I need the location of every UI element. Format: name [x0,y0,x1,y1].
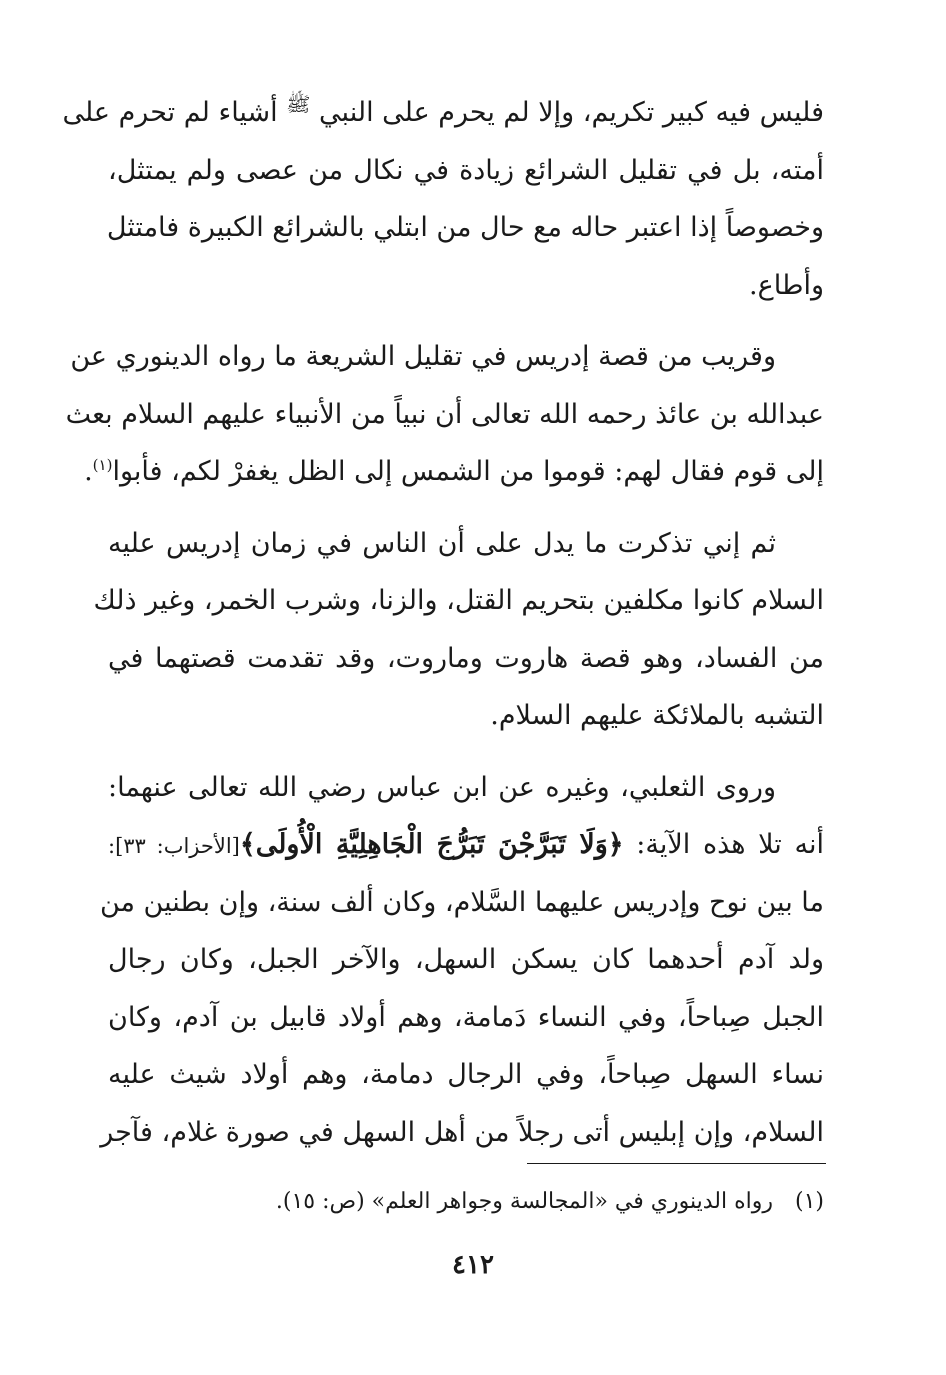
footnote-separator [527,1163,826,1164]
footnote-text: رواه الدينوري في «المجالسة وجواهر العلم» (ص: ١٥). [275,1189,773,1214]
page-number: ٤١٢ [452,1250,494,1280]
text-line: ثم إني تذكرت ما يدل على أن الناس في زمان إدريس عليه [108,527,776,559]
text-line: وخصوصاً إذا اعتبر حاله مع حال من ابتلي بالشرائع الكبيرة فامتثل [106,212,824,243]
text-line: ما بين نوح وإدريس عليهما السَّلام، وكان ألف سنة، وإن بطنين من [99,886,824,918]
text-line: السلام، وإن إبليس أتى رجلاً من أهل السهل في صورة غلام، فآجر [100,1116,824,1148]
text-line: من الفساد، وهو قصة هاروت وماروت، وقد تقدمت قصتهما في [108,642,824,674]
text-line: إلى قوم فقال لهم: قوموا من الشمس إلى الظل يغفرْ لكم، فأبوا$^{(١)}$. [84,456,824,487]
text-line: نساء السهل صِباحاً، وفي الرجال دمامة، وهم أولاد شيث عليه [108,1059,824,1090]
text-line: ولد آدم أحدهما كان يسكن السهل، والآخر الجبل، وكان رجال [108,944,824,975]
paragraph-1 [62,84,824,314]
text-line: فليس فيه كبير تكريم، وإلا لم يحرم على النبي $^ﷺ$ أشياء لم تحرم على [62,92,824,128]
text-line: أمته، بل في تقليل الشرائع زيادة في نكال من عصى ولم يمتثل، [108,154,824,186]
text-line: وروى الثعلبي، وغيره عن ابن عباس رضي الله تعالى عنهما: [108,771,776,803]
text-line: السلام كانوا مكلفين بتحريم القتل، والزنا، وشرب الخمر، وغير ذلك [93,585,824,616]
honorific-symbol: ﷺ [286,92,311,116]
footnote [108,1182,824,1222]
verse-reference: [الأحزاب: ٣٣]: [108,834,240,858]
paragraph-2 [65,328,824,501]
text-line: وأطاع. [749,269,824,301]
text-line: التشبه بالملائكة عليهم السلام. [490,700,824,731]
text-line: وقريب من قصة إدريس في تقليل الشريعة ما رواه الدينوري عن [70,341,776,372]
paragraph-4 [99,759,824,1162]
text-line: الجبل صِباحاً، وفي النساء دَمامة، وهم أولاد قابيل بن آدم، وكان [108,1001,824,1033]
page-body [62,84,824,1161]
paragraph-3 [93,515,824,745]
quran-verse: ﴿وَلَا تَبَرَّجْنَ تَبَرُّجَ الْجَاهِلِيَّةِ الْأُولَى﴾ [239,829,624,860]
footnote-marker: (١) [92,456,113,474]
text-line: عبدالله بن عائذ رحمه الله تعالى أن نبياً من الأنبياء عليهم السلام بعث [65,398,824,430]
footnote-number: (١) [794,1189,824,1214]
verse-line: أنه تلا هذه الآية: ﴿وَلَا تَبَرَّجْنَ تَبَرُّجَ الْجَاهِلِيَّةِ الْأُولَى﴾[الأحزاب: ٣٣]: [108,829,824,860]
